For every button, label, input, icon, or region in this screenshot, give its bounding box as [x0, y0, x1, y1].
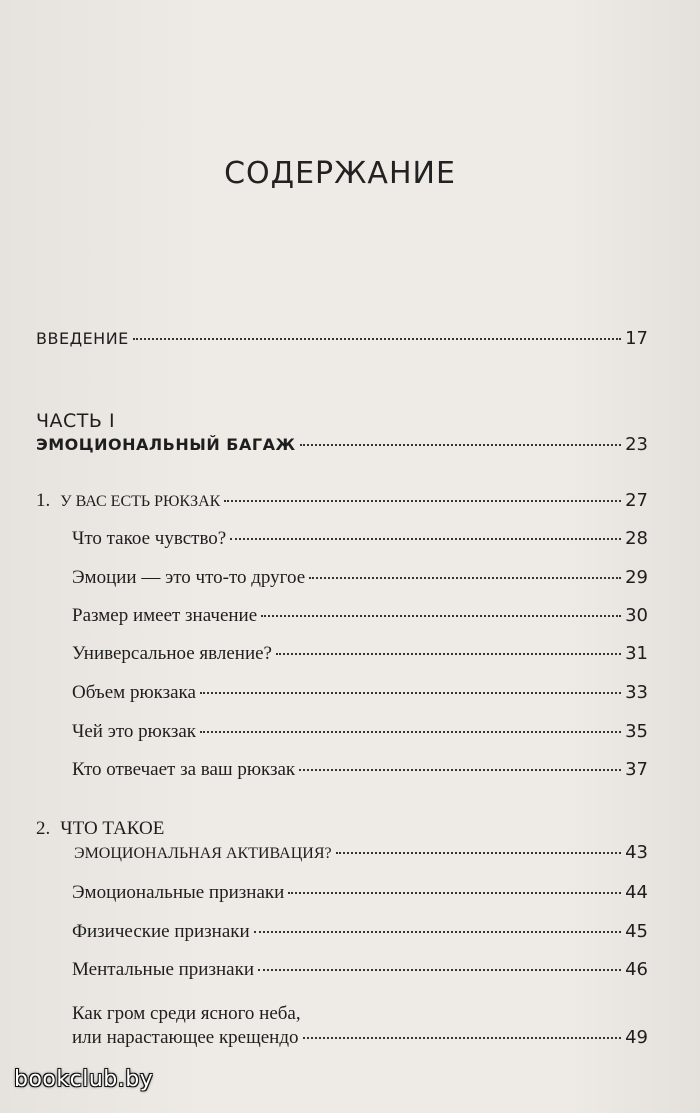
- toc-entry-label: Что такое чувство?: [72, 528, 227, 549]
- dot-leader: [288, 892, 621, 894]
- dot-leader: [309, 577, 621, 579]
- watermark: bookclub.by: [14, 1067, 154, 1092]
- toc-entry-page: 30: [625, 605, 648, 626]
- toc-entry-label: или нарастающее крещендо: [72, 1027, 299, 1048]
- toc-entry-page: 46: [625, 959, 648, 980]
- toc-entry-page: 33: [625, 682, 648, 703]
- dot-leader: [133, 338, 621, 340]
- toc-entry-introduction[interactable]: [36, 328, 648, 354]
- dot-leader: [258, 969, 621, 971]
- dot-leader: [299, 769, 621, 771]
- toc-entry-label: ЧТО ТАКОЕ: [60, 818, 165, 839]
- toc-entry-page: 43: [625, 842, 648, 863]
- toc-entry-label: Физические признаки: [72, 921, 250, 942]
- toc-entry-page: 44: [625, 882, 648, 903]
- toc-entry-section[interactable]: [72, 682, 648, 708]
- dot-leader: [200, 731, 621, 733]
- chapter-number: 1.: [36, 490, 51, 511]
- toc-entry-section[interactable]: [72, 959, 648, 985]
- toc-entry-label: Размер имеет значение: [72, 605, 258, 626]
- dot-leader: [303, 1037, 622, 1039]
- toc-entry-section[interactable]: [72, 643, 648, 669]
- toc-entry-section[interactable]: [72, 759, 648, 785]
- toc-entry-chapter-1[interactable]: [36, 490, 648, 516]
- dot-leader: [276, 653, 621, 655]
- dot-leader: [254, 931, 621, 933]
- toc-entry-section-line1: Как гром среди ясного неба,: [72, 1003, 301, 1024]
- toc-entry-part-1[interactable]: [36, 434, 648, 460]
- toc-entry-section[interactable]: [72, 605, 648, 631]
- toc-entry-label: Чей это рюкзак: [72, 721, 197, 742]
- dot-leader: [230, 538, 621, 540]
- dot-leader: [224, 500, 621, 502]
- dot-leader: [300, 444, 622, 446]
- dot-leader: [200, 692, 621, 694]
- toc-entry-chapter-2-line1[interactable]: [36, 818, 164, 840]
- toc-entry-label: ВВЕДЕНИЕ: [36, 329, 129, 348]
- toc-entry-label: ЭМОЦИОНАЛЬНЫЙ БАГАЖ: [36, 435, 296, 454]
- toc-entry-section[interactable]: [72, 528, 648, 554]
- toc-entry-page: 31: [625, 643, 648, 664]
- toc-entry-section[interactable]: [72, 721, 648, 747]
- toc-entry-label: Универсальное явление?: [72, 643, 272, 664]
- toc-entry-label: Кто отвечает за ваш рюкзак: [72, 759, 296, 780]
- toc-entry-section[interactable]: [72, 567, 648, 593]
- toc-entry-label: Ментальные признаки: [72, 959, 254, 980]
- toc-entry-section[interactable]: [72, 921, 648, 947]
- toc-entry-label: Объем рюкзака: [72, 682, 196, 703]
- toc-entry-page: 37: [625, 759, 648, 780]
- chapter-number: 2.: [36, 818, 51, 839]
- toc-entry-page: 29: [625, 567, 648, 588]
- toc-entry-section[interactable]: [72, 882, 648, 908]
- toc-entry-page: 28: [625, 528, 648, 549]
- toc-entry-section[interactable]: [72, 1027, 648, 1053]
- toc-entry-page: 17: [625, 328, 648, 349]
- toc-entry-page: 23: [625, 434, 648, 455]
- toc-entry-label: Эмоциональные признаки: [72, 882, 285, 903]
- toc-entry-chapter-2[interactable]: [74, 842, 648, 868]
- toc-entry-page: 45: [625, 921, 648, 942]
- dot-leader: [336, 852, 622, 854]
- page-title: СОДЕРЖАНИЕ: [224, 156, 456, 191]
- toc-entry-page: 49: [625, 1027, 648, 1048]
- toc-entry-page: 27: [625, 490, 648, 511]
- part-kicker: ЧАСТЬ I: [36, 410, 116, 432]
- toc-entry-label: ЭМОЦИОНАЛЬНАЯ АКТИВАЦИЯ?: [74, 845, 332, 862]
- toc-entry-label: Эмоции — это что-то другое: [72, 567, 306, 588]
- dot-leader: [261, 615, 621, 617]
- toc-entry-page: 35: [625, 721, 648, 742]
- toc-entry-label: У ВАС ЕСТЬ РЮКЗАК: [60, 493, 221, 510]
